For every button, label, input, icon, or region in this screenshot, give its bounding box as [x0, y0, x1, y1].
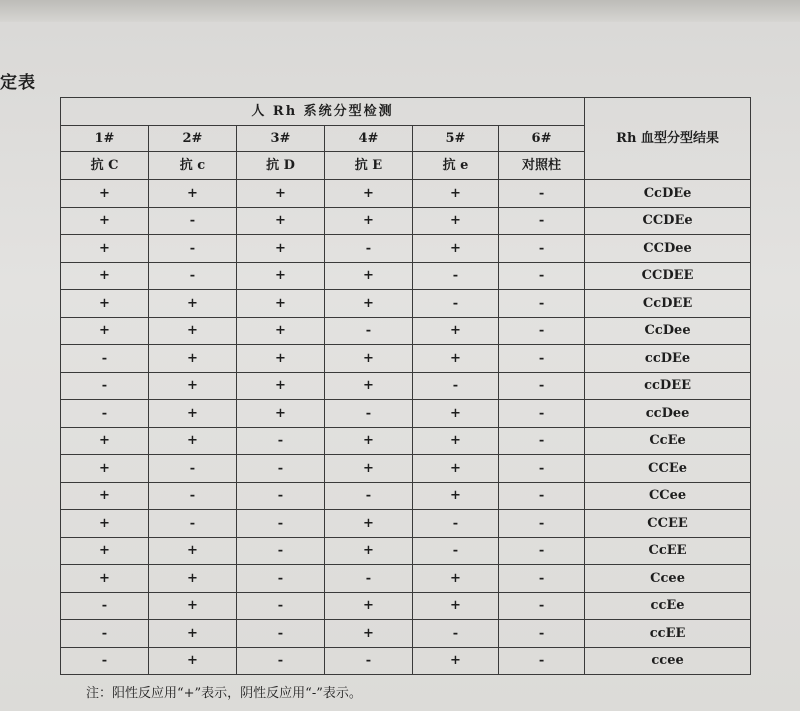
reaction-cell: +	[61, 427, 149, 455]
reaction-cell: -	[499, 455, 585, 483]
table-row	[61, 235, 751, 263]
reaction-cell: +	[413, 455, 499, 483]
reaction-cell: +	[413, 235, 499, 263]
reaction-cell: +	[149, 400, 237, 428]
reaction-cell: -	[149, 262, 237, 290]
table-row	[61, 400, 751, 428]
table-row	[61, 317, 751, 345]
reaction-cell: +	[237, 345, 325, 373]
result-cell: CcDee	[585, 317, 751, 345]
reaction-cell: -	[61, 647, 149, 675]
reaction-cell: +	[237, 317, 325, 345]
table-row	[61, 262, 751, 290]
reaction-cell: +	[237, 290, 325, 318]
reaction-cell: +	[237, 180, 325, 208]
reaction-cell: +	[149, 647, 237, 675]
reaction-cell: -	[237, 620, 325, 648]
reaction-cell: -	[499, 427, 585, 455]
reaction-cell: -	[499, 180, 585, 208]
table-row	[61, 537, 751, 565]
tube-label: 5#	[413, 126, 499, 152]
reaction-cell: +	[413, 647, 499, 675]
reaction-cell: -	[237, 647, 325, 675]
result-cell: CCEe	[585, 455, 751, 483]
reaction-cell: -	[61, 372, 149, 400]
reaction-cell: -	[499, 592, 585, 620]
reaction-cell: +	[325, 537, 413, 565]
reaction-cell: -	[237, 482, 325, 510]
reaction-cell: +	[149, 180, 237, 208]
result-cell: ccEe	[585, 592, 751, 620]
reaction-cell: -	[499, 345, 585, 373]
reaction-cell: -	[499, 317, 585, 345]
group-header-row	[61, 98, 751, 126]
table-row	[61, 345, 751, 373]
result-cell: Ccee	[585, 565, 751, 593]
reaction-cell: -	[149, 510, 237, 538]
reaction-cell: -	[499, 400, 585, 428]
reaction-cell: -	[237, 455, 325, 483]
tube-label: 4#	[325, 126, 413, 152]
reaction-cell: +	[237, 235, 325, 263]
result-cell: ccEE	[585, 620, 751, 648]
reaction-cell: +	[325, 290, 413, 318]
reaction-cell: +	[61, 235, 149, 263]
reaction-cell: -	[499, 290, 585, 318]
reaction-cell: -	[237, 427, 325, 455]
reaction-cell: +	[325, 427, 413, 455]
table-row	[61, 427, 751, 455]
reagent-label: 抗 C	[61, 152, 149, 180]
reaction-cell: -	[325, 647, 413, 675]
reaction-cell: +	[325, 180, 413, 208]
page-title: 定表	[0, 73, 36, 93]
reaction-cell: +	[149, 537, 237, 565]
reaction-cell: -	[499, 565, 585, 593]
result-cell: CCDEE	[585, 262, 751, 290]
reaction-cell: -	[499, 537, 585, 565]
reaction-cell: +	[61, 180, 149, 208]
reaction-cell: -	[413, 510, 499, 538]
reaction-cell: +	[61, 455, 149, 483]
reaction-cell: +	[149, 620, 237, 648]
reaction-cell: -	[413, 290, 499, 318]
reaction-cell: -	[499, 647, 585, 675]
reaction-cell: +	[61, 317, 149, 345]
reaction-cell: +	[325, 620, 413, 648]
reaction-cell: -	[499, 372, 585, 400]
rh-typing-table	[60, 97, 751, 675]
reaction-cell: -	[325, 482, 413, 510]
reaction-cell: +	[61, 482, 149, 510]
reaction-cell: +	[237, 207, 325, 235]
reaction-cell: -	[61, 345, 149, 373]
reaction-cell: +	[61, 207, 149, 235]
reaction-cell: -	[149, 235, 237, 263]
reaction-cell: +	[413, 400, 499, 428]
table-row	[61, 455, 751, 483]
reaction-cell: +	[149, 372, 237, 400]
reaction-cell: +	[61, 290, 149, 318]
result-header: Rh 血型分型结果	[585, 98, 751, 180]
reaction-cell: +	[237, 400, 325, 428]
reaction-cell: -	[149, 455, 237, 483]
result-cell: CcDEE	[585, 290, 751, 318]
result-cell: CCDEe	[585, 207, 751, 235]
reaction-cell: -	[61, 620, 149, 648]
reaction-cell: -	[413, 372, 499, 400]
reaction-cell: -	[237, 510, 325, 538]
reaction-cell: +	[325, 455, 413, 483]
reaction-cell: -	[499, 262, 585, 290]
reaction-cell: +	[325, 372, 413, 400]
footnote: 注：阳性反应用“+”表示，阴性反应用“-”表示。	[86, 686, 362, 701]
tube-label: 6#	[499, 126, 585, 152]
reagent-label: 抗 D	[237, 152, 325, 180]
result-cell: CCDee	[585, 235, 751, 263]
reaction-cell: +	[149, 427, 237, 455]
reaction-cell: -	[237, 537, 325, 565]
group-header: 人 Rh 系统分型检测	[61, 98, 585, 126]
reaction-cell: -	[149, 482, 237, 510]
reaction-cell: -	[413, 537, 499, 565]
reaction-cell: +	[325, 207, 413, 235]
table-row	[61, 647, 751, 675]
result-cell: CCEE	[585, 510, 751, 538]
table-row	[61, 482, 751, 510]
reaction-cell: -	[237, 592, 325, 620]
reaction-cell: +	[413, 592, 499, 620]
reagent-label: 对照柱	[499, 152, 585, 180]
reaction-cell: +	[61, 262, 149, 290]
reaction-cell: +	[149, 290, 237, 318]
reaction-cell: -	[237, 565, 325, 593]
reaction-cell: -	[325, 565, 413, 593]
reaction-cell: -	[325, 400, 413, 428]
tube-label: 2#	[149, 126, 237, 152]
reagent-label: 抗 E	[325, 152, 413, 180]
table-row	[61, 592, 751, 620]
result-cell: ccee	[585, 647, 751, 675]
reaction-cell: +	[413, 207, 499, 235]
table-row	[61, 180, 751, 208]
result-cell: CcEe	[585, 427, 751, 455]
reaction-cell: -	[413, 262, 499, 290]
reaction-cell: -	[499, 207, 585, 235]
reaction-cell: +	[325, 345, 413, 373]
reaction-cell: +	[149, 592, 237, 620]
result-cell: ccDEe	[585, 345, 751, 373]
tube-label: 1#	[61, 126, 149, 152]
reaction-cell: +	[237, 372, 325, 400]
reaction-cell: +	[237, 262, 325, 290]
reaction-cell: +	[325, 262, 413, 290]
reaction-cell: +	[325, 510, 413, 538]
table-row	[61, 207, 751, 235]
table-row	[61, 510, 751, 538]
reaction-cell: +	[413, 180, 499, 208]
result-cell: CcDEe	[585, 180, 751, 208]
table-row	[61, 565, 751, 593]
reaction-cell: +	[61, 537, 149, 565]
table-row	[61, 620, 751, 648]
reaction-cell: +	[149, 345, 237, 373]
reaction-cell: -	[149, 207, 237, 235]
result-cell: CcEE	[585, 537, 751, 565]
result-cell: ccDEE	[585, 372, 751, 400]
reaction-cell: -	[413, 620, 499, 648]
reaction-cell: -	[61, 592, 149, 620]
table-row	[61, 290, 751, 318]
table-row	[61, 372, 751, 400]
result-cell: CCee	[585, 482, 751, 510]
reaction-cell: +	[149, 565, 237, 593]
tube-label: 3#	[237, 126, 325, 152]
reagent-label: 抗 e	[413, 152, 499, 180]
reaction-cell: +	[61, 510, 149, 538]
reaction-cell: -	[499, 510, 585, 538]
reaction-cell: +	[149, 317, 237, 345]
background-strip	[0, 0, 800, 22]
reaction-cell: +	[61, 565, 149, 593]
reaction-cell: -	[499, 235, 585, 263]
reaction-cell: +	[413, 482, 499, 510]
reaction-cell: -	[325, 235, 413, 263]
reaction-cell: -	[499, 620, 585, 648]
reaction-cell: +	[413, 317, 499, 345]
reaction-cell: +	[413, 565, 499, 593]
reagent-label: 抗 c	[149, 152, 237, 180]
reaction-cell: -	[499, 482, 585, 510]
reaction-cell: -	[325, 317, 413, 345]
reaction-cell: +	[325, 592, 413, 620]
reaction-cell: +	[413, 345, 499, 373]
reaction-cell: +	[413, 427, 499, 455]
reaction-cell: -	[61, 400, 149, 428]
result-cell: ccDee	[585, 400, 751, 428]
